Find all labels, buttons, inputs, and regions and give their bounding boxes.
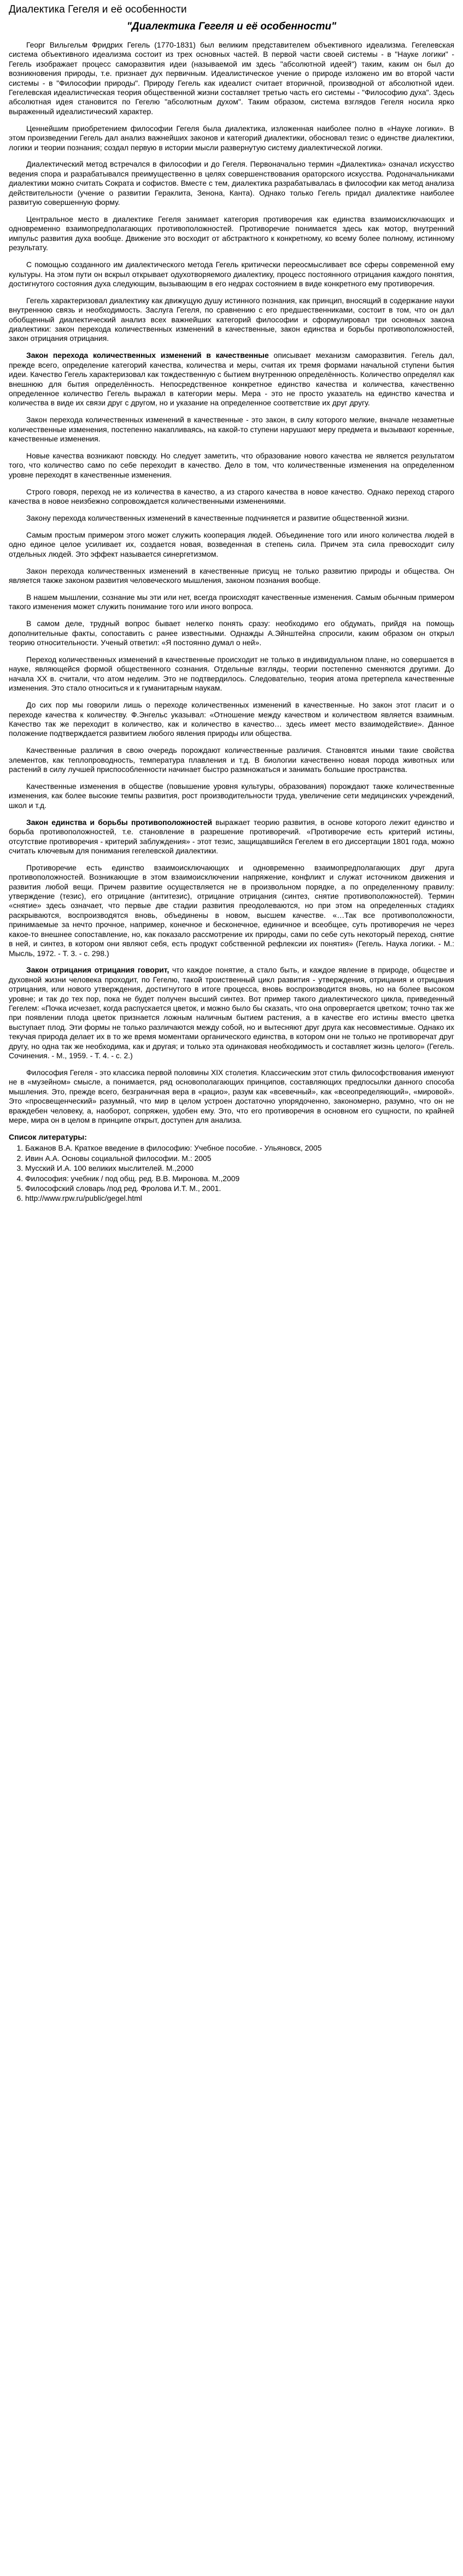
reference-item: 3. Мусский И.А. 100 великих мыслителей. М.,2000 [25,1164,454,1173]
paragraph: Противоречие есть единство взаимоисключающих и одновременно взаимопредполагающих друг друга противоположностей. Возникающие в этом взаимоисключении напряжение, конфликт и служат источником движения и развития любой вещи. Причем развитие осуществляется не в произвольном порядке, а по определенному правилу: утверждение (тезис), его отрицание (антитезис), отрицание отрицания (синтез, снятие противоположностей). Термин «снятие» здесь означает, что первые две стадии развития преодолеваются, но при этом на определенных стадиях раскрываются, воспроизводятся вновь, объединены в новом, высшем качестве. «…Так все противоположности, принимаемые за нечто прочное, например, конечное и бесконечное, единичное и всеобщее, суть противоречия не через какое-то внешнее сопоставление, но, как показало рассмотрение их природы, сами по себе суть некоторый переход, снятие в ней, и синтез, в котором они являют себя, есть продукт собственной рефлексии их понятия» (Гегель. Наука логики. - М.: Мысль, 1972. - Т. 3. - с. 298.) [9,863,454,958]
paragraph: Ценнейшим приобретением философии Гегеля была диалектика, изложенная наиболее полно в «Науке логики». В этом произведении Гегель дал анализ важнейших законов и категорий диалектики, обосновал тезис о единстве диалектики, логики и теории познания; создал первую в истории мысли развернутую систему диалектической логики. [9,123,454,152]
paragraph: Диалектический метод встречался в философии и до Гегеля. Первоначально термин «Диалектика» означал искусство ведения спора и разрабатывался преимущественно в целях совершенствования ораторского искусства. Родоначальниками диалектики можно считать Сократа и софистов. Вместе с тем, диалектика разрабатывалась в философии как метод анализа действительности (учение о развитии Гераклита, Зенона, Канта). Однако только Гегель придал диалектике наиболее развитую совершенную форму. [9,160,454,207]
paragraph: Центральное место в диалектике Гегеля занимает категория противоречия как единства взаимоисключающих и одновременно взаимопредполагающих противоположностей. Противоречие понимается здесь как мотор, внутренний импульс развития духа вообще. Движение это восходит от абстрактного к конкретному, ко всему более полному, истинному результату. [9,215,454,252]
paragraph: Самым простым примером этого может служить кооперация людей. Объединение того или иного количества людей в одно единое целое усиливает их, создается новая, возведенная в степень сила. Причем эта сила превосходит силу отдельных людей. Это эффект называется синергетизмом. [9,530,454,558]
reference-item: 2. Ивин А.А. Основы социальной философии. М.: 2005 [25,1154,454,1163]
paragraph: Строго говоря, переход не из количества в качество, а из старого качества в новое качество. Однако переход старого качества в новое неизбежно сопровождается количественными изменениями. [9,487,454,506]
paragraph: Качественные различия в свою очередь порождают количественные различия. Становятся иными такие свойства элементов, как теплопроводность, температура плавления и т.д. В биологии качественно новая порода животных или растений в силу лучшей приспособленности начинает быстро размножаться и занимать большие пространства. [9,746,454,774]
reference-link[interactable]: 6. http://www.rpw.ru/public/gegel.html [25,1194,454,1203]
law-heading: Закон единства и борьбы противоположностей [26,817,212,827]
document-title: Диалектика Гегеля и её особенности [9,4,187,15]
paragraph-law-quantity-quality: Закон перехода количественных изменений в качественные описывает механизм саморазвития. Гегель дал, прежде всего, определение категорий качества, количества и меры, считая их тремя формами начальной ступени бытия идеи. Качество Гегель характеризовал как тождественную с бытием внутреннюю определённость. Количество определял как внешнюю для бытия определённость. Непосредственное конкретное единство качества и количества, качественно определенное количество Гегель выражал в категории меры. Мера - это не просто указатель на единство качества и количества в виде их связи друг с другом, но и указание на определенное соответствие их друг другу. [9,351,454,408]
paragraph: Качественные изменения в обществе (повышение уровня культуры, образования) порождают также количественные изменения, как более высокие темпы развития, рост производительности труда, увеличение сети медицинских учреждений, школ и т.д. [9,782,454,810]
reference-item: 1. Бажанов В.А. Краткое введение в философию: Учебное пособие. - Ульяновск, 2005 [25,1143,454,1153]
paragraph: В самом деле, трудный вопрос бывает нелегко понять сразу: необходимо его обдумать, прийдя на помощь дополнительные факты, сопоставить с ранее известными. Однажды А.Эйнштейна спросили, каким образом он открыл теорию относительности. Ученый ответил: «Я постоянно думал о ней». [9,619,454,647]
paragraph-law-unity-struggle: Закон единства и борьбы противоположностей выражает теорию развития, в основе которого лежит единство и борьба противоположностей, т.е. становление в разрешение противоречий. «Противоречие есть критерий истины, отсутствие противоречия - критерий заблуждения» - этот тезис, защищавшийся Гегелем в его диссертации 1801 года, можно считать ключевым для понимания гегелевской диалектики. [9,817,454,855]
paragraph: Гегель характеризовал диалектику как движущую душу истинного познания, как принцип, вносящий в содержание науки внутреннюю связь и необходимость. Заслуга Гегеля, по сравнению с его предшественниками, состоит в том, что он дал обобщенный диалектический анализ всех важнейших категорий философии и сформулировал три основных закона диалектики: закон перехода количественных изменений в качественные, закон единства и борьбы противоположностей, закон отрицания отрицания. [9,296,454,343]
paragraph: С помощью созданного им диалектического метода Гегель критически переосмысливает все сферы современной ему культуры. На этом пути он вскрыл открывает одухотворяемого диалектику, процесс постоянного отрицания каждого понятия, достигнутого состояния духа следующим, вызывающим в его недрах состоянием в виде конкретного ему противоречия. [9,260,454,288]
paragraph: Закон перехода количественных изменений в качественные - это закон, в силу которого мелкие, вначале незаметные количественные изменения, постепенно накапливаясь, на какой-то ступени нарушают меру предмета и вызывают коренные, качественные изменения. [9,415,454,444]
paragraph: Новые качества возникают повсюду. Но следует заметить, что образование нового качества не является результатом того, что количество само по себе переходит в качество. Дело в том, что количественные изменения на определенном уровне переходят в качественные изменения. [9,451,454,479]
paragraph: До сих пор мы говорили лишь о переходе количественных изменений в качественные. Но закон этот гласит и о переходе качества к количеству. Ф.Энгельс указывал: «Отношение между качеством и количеством является взаимным. Качество так же переходит в количество, как и количество в качество… здесь имеет место взаимодействие». Данное положение подтверждается развитием любого явления природы или общества. [9,700,454,738]
paragraph: В нашем мышлении, сознание мы эти или нет, всегда происходят качественные изменения. Самым обычным примером такого изменения может служить понимание того или иного вопроса. [9,593,454,611]
paragraph: Георг Вильгельм Фридрих Гегель (1770-1831) был великим представителем объективного идеализма. Гегелевская система объективного идеализма состоит из трех основных частей. В первой части своей системы - в "Науке логики" - Гегель изображает процесс саморазвития идеи (называемой им здесь "абсолютной идеей") таким, каким он был до возникновения природы, т.е. признает дух первичным. Идеалистическое учение о природе изложено им во второй части системы - в "Философии природы". Природу Гегель как идеалист считает вторичной, производной от абсолютной идеи. Гегелевская идеалистическая теория общественной жизни составляет третью часть его системы - "Философию духа". Здесь абсолютная идея становится по Гегелю "абсолютным духом". Таким образом, система взглядов Гегеля носила ярко выраженный идеалистический характер. [9,40,454,116]
paragraph: Философия Гегеля - это классика первой половины XIX столетия. Классическим этот стиль философствования именуют не в «музейном» смысле, а понимается, ряд основополагающих принципов, составляющих предпосылки данного способа мышления. Это, прежде всего, безграничная вера в «рацио», разум как «всевечный», как «всеопределяющий», «мировой». Это «просвещенческий» разумный, что мир в целом устроен достаточно упорядоченно, закономерно, разумно, что он не враждебен человеку, а, наоборот, сопряжен, удобен ему. Это, что его противоречия в основном его сущности, по крайней мере, мира он в целом в принципе открыт, доступен для анализа. [9,1068,454,1124]
article-body [9,40,454,1125]
paragraph: Закону перехода количественных изменений в качественные подчиняется и развитие общественной жизни. [26,514,409,523]
paragraph: Закон перехода количественных изменений в качественные присущ не только развитию природы и общества. Он является также законом развития человеческого мышления, законом познания вообще. [9,566,454,585]
paragraph-law-negation: Закон отрицания отрицания говорит, что каждое понятие, а стало быть, и каждое явление в природе, обществе и духовной жизни человека проходит, по Гегелю, такой троиственный цикл развития - утверждения, отрицания и отрицания отрицания, или нового утверждения, достигнутого в итоге процесса, вновь воспроизводится вновь, но на более высоком уровне; и так до тех пор, пока не будет получен высший синтез. Вот пример такого диалектического цикла, приведенный Гегелем: «Почка исчезает, когда распускается цветок, и можно было бы сказать, что она опровергается цветком; точно так же при появлении плода цветок признается ложным наличным бытием растения, а в качестве его истины вместо цветка выступает плод. Эти формы не только различаются между собой, но и вытесняют друг друга как несовместимые. Однако их текучая природа делает их в то же время моментами органического единства, в котором они не только не противоречат друг другу, но одна так же необходима, как и другая; и только эта одинаковая необходимость и составляет жизнь целого» (Гегель. Сочинения. - М., 1959. - Т. 4. - с. 2.) [9,965,454,1060]
paragraph: Переход количественных изменений в качественные происходит не только в индивидуальном плане, но совершается в науке, являющейся формой общественного сознания. Отдельные взгляды, теории постепенно сменяются другими. До начала XX в. считали, что атом неделим. Это не подтвердилось. Следовательно, теория атома претерпела качественные изменения. Это стало относиться и к гуманитарным наукам. [9,655,454,693]
references-title: Список литературы: [9,1133,87,1142]
law-heading: Закон отрицания отрицания говорит, [26,965,169,975]
reference-item: 5. Философский словарь /под ред. Фролова И.Т. М., 2001. [25,1184,454,1193]
law-heading: Закон перехода количественных изменений в качественные [26,351,269,360]
document-page [9,0,454,1204]
reference-item: 4. Философия: учебник / под общ. ред. В.В. Миронова. М.,2009 [25,1174,454,1183]
references-list [9,1143,454,1203]
document-subtitle: "Диалектика Гегеля и её особенности" [126,21,337,32]
